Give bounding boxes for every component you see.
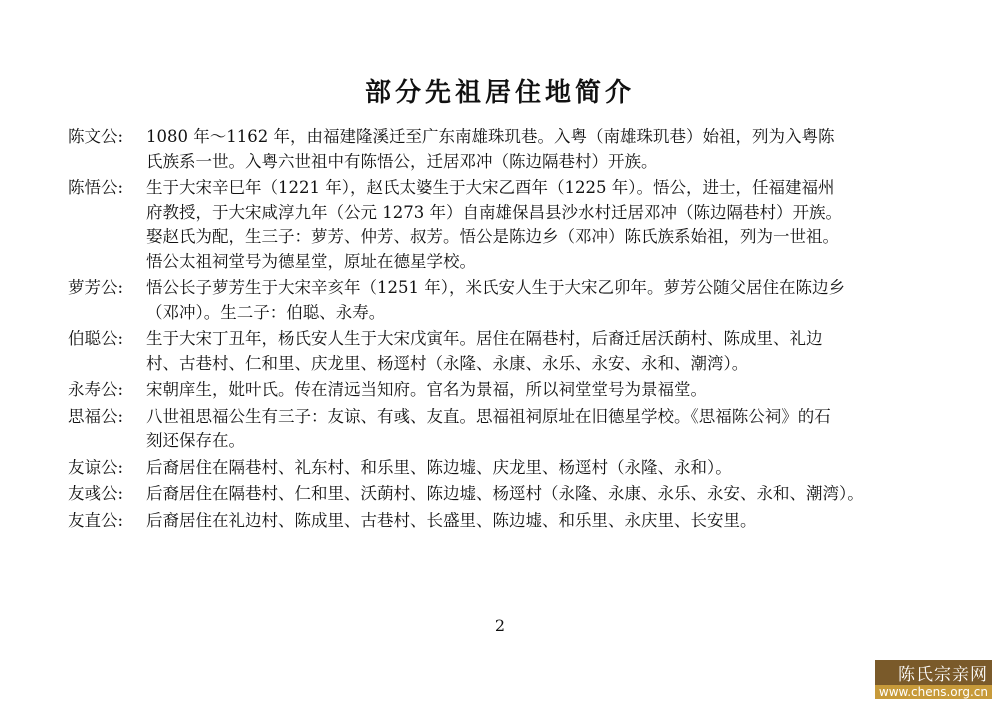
description-line: 1080 年～1162 年，由福建隆溪迁至广东南雄珠玑巷。入粤（南雄珠玑巷）始祖，列为入粤陈 xyxy=(146,127,835,146)
ancestor-name: 友彧公: xyxy=(68,484,124,503)
page-number: 2 xyxy=(494,616,506,635)
description-line: 村、古巷村、仁和里、庆龙里、杨逕村（永隆、永康、永乐、永安、永和、潮湾）。 xyxy=(146,353,749,373)
ancestor-name: 陈文公: xyxy=(68,127,124,146)
ancestor-description xyxy=(146,276,948,325)
ancestor-entry xyxy=(68,327,948,376)
ancestor-name: 友谅公: xyxy=(68,457,124,477)
description-line: 生于大宋丁丑年，杨氏安人生于大宋戊寅年。居住在隔巷村，后裔迁居沃蓢村、陈成里、礼边 xyxy=(146,329,823,348)
description-line: 后裔居住在隔巷村、礼东村、和乐里、陈边墟、庆龙里、杨逕村（永隆、永和）。 xyxy=(146,457,732,477)
watermark-url: www.chens.org.cn xyxy=(875,685,992,699)
ancestor-description xyxy=(146,327,948,376)
ancestor-entry xyxy=(68,125,948,174)
ancestor-name: 伯聪公: xyxy=(68,329,124,348)
ancestor-name: 友直公: xyxy=(68,510,124,530)
ancestor-entry xyxy=(68,378,948,403)
page-title: 部分先祖居住地简介 xyxy=(364,78,635,108)
description-line: 宋朝庠生，妣叶氏。传在清远当知府。官名为景福，所以祠堂堂号为景福堂。 xyxy=(146,380,707,399)
description-line: 生于大宋辛巳年（1221 年），赵氏太婆生于大宋乙酉年（1225 年）。悟公，进士，任福建福州 xyxy=(146,178,835,197)
description-line: 后裔居住在隔巷村、仁和里、沃蓢村、陈边墟、杨逕村（永隆、永康、永乐、永安、永和、潮湾）。 xyxy=(146,484,864,503)
description-line: 悟公太祖祠堂号为德星堂，原址在德星学校。 xyxy=(146,251,476,271)
ancestor-description xyxy=(146,125,948,174)
ancestor-name: 陈悟公: xyxy=(68,178,124,197)
description-line: 悟公长子萝芳生于大宋辛亥年（1251 年），米氏安人生于大宋乙卯年。萝芳公随父居住在陈边乡 xyxy=(146,278,845,297)
ancestor-description xyxy=(146,456,948,481)
ancestor-description xyxy=(146,509,948,534)
watermark-site-name: 陈氏宗亲网 xyxy=(875,660,992,685)
description-line: 刻还保存在。 xyxy=(146,431,245,450)
ancestor-name: 思福公: xyxy=(68,406,124,426)
description-line: 氏族系一世。入粤六世祖中有陈悟公，迁居邓冲（陈边隔巷村）开族。 xyxy=(146,151,658,171)
ancestor-entry xyxy=(68,405,948,454)
ancestor-name: 永寿公: xyxy=(68,380,124,399)
ancestor-entry xyxy=(68,456,948,481)
description-line: 后裔居住在礼边村、陈成里、古巷村、长盛里、陈边墟、和乐里、永庆里、长安里。 xyxy=(146,510,757,530)
ancestor-description xyxy=(146,378,948,403)
ancestor-name: 萝芳公: xyxy=(68,278,124,297)
description-line: 八世祖思福公生有三子：友谅、有彧、友直。思福祖祠原址在旧德星学校。《思福陈公祠》的石 xyxy=(146,406,831,426)
ancestor-entry xyxy=(68,482,948,507)
ancestor-entry xyxy=(68,509,948,534)
ancestor-description xyxy=(146,176,948,274)
description-line: （邓冲）。生二子：伯聪、永寿。 xyxy=(146,302,386,322)
watermark xyxy=(875,660,992,699)
description-line: 府教授，于大宋咸淳九年（公元 1273 年）自南雄保昌县沙水村迁居邓冲（陈边隔巷村）开族。 xyxy=(146,202,842,222)
ancestor-description xyxy=(146,405,948,454)
ancestor-description xyxy=(146,482,948,507)
ancestor-entries xyxy=(68,125,948,535)
description-line: 娶赵氏为配，生三子：萝芳、仲芳、叔芳。悟公是陈边乡（邓冲）陈氏族系始祖，列为一世祖。 xyxy=(146,227,839,246)
ancestor-entry xyxy=(68,276,948,325)
ancestor-entry xyxy=(68,176,948,274)
